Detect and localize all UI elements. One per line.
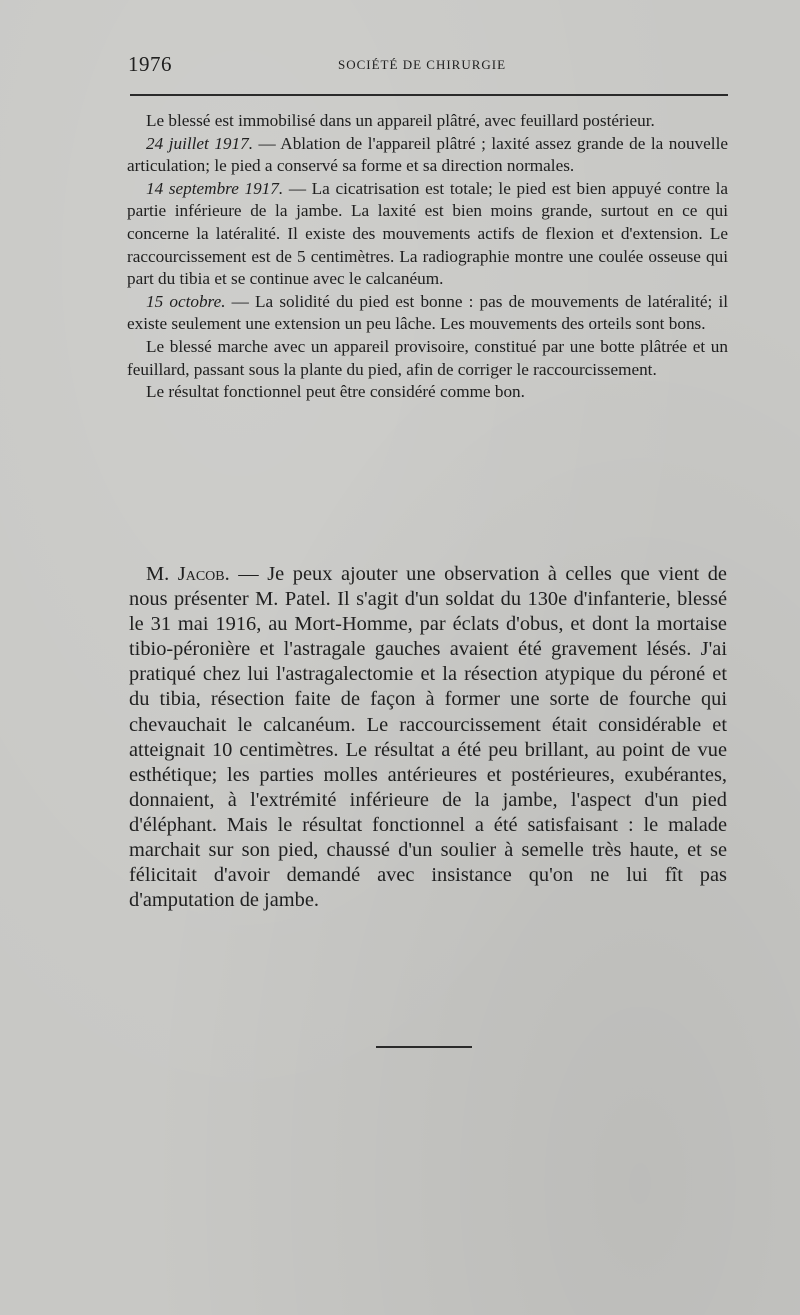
entry-text: — Ablation de l'appareil plâtré ; laxité assez grande de la nouvelle articulation; le pied a conservé sa forme et sa direction normales. (127, 133, 728, 176)
page-number: 1976 (128, 52, 172, 76)
result-paragraph: Le résultat fonctionnel peut être considéré comme bon. (146, 382, 525, 402)
page-header (128, 52, 728, 82)
entry-date: 24 juillet 1917. (146, 133, 253, 153)
case-intro-paragraph: Le blessé est immobilisé dans un appareil plâtré, avec feuillard postérieur. (146, 111, 655, 130)
case-entry-paragraph (127, 178, 728, 291)
jacob-remark (129, 562, 727, 913)
header-rule (130, 94, 728, 96)
entry-text: — La solidité du pied est bonne : pas de mouvements de latéralité; il existe seulement une extension un peu lâche. Les mouvements des orteils sont bons. (127, 291, 728, 334)
entry-text: — La cicatrisation est totale; le pied est bien appuyé contre la partie inférieure de la jambe. La laxité est bien moins grande, surtout en ce qui concerne la latéralité. Il existe des mouvements actifs de flexion et d'extension. Le raccourcissement est de 5 centimètres. La radiographie montre une coulée osseuse qui part du tibia et se continue avec le calcanéum. (127, 178, 729, 289)
remark-text: — Je peux ajouter une observation à celles que vient de nous présenter M. Patel. Il s'agit d'un soldat du 130e d'infanterie, blessé le 31 mai 1916, au Mort-Homme, par éclats d'obus, et dont la mortaise tibio-péronière et l'astragale gauches avaient été gravement lésés. J'ai pratiqué chez lui l'astragalectomie et la résection atypique du péroné et du tibia, résection faite de façon à former une sorte de fourche qui chevauchait le calcanéum. Le raccourcissement était considérable et atteignait 10 centimètres. Le résultat a été peu brillant, au point de vue esthétique; les parties molles antérieures et postérieures, exubérantes, donnaient, à l'extrémité inférieure de la jambe, l'aspect d'un pied d'éléphant. Mais le résultat fonctionnel a été satisfaisant : le malade marchait sur son pied, chaussé d'un soulier à semelle très haute, et se félicitait d'avoir demandé avec insistance qu'on ne lui fît pas d'amputation de jambe. (129, 563, 727, 912)
walking-paragraph: Le blessé marche avec un appareil provisoire, constitué par une botte plâtrée et un feuillard, passant sous la plante du pied, afin de corriger le raccourcissement. (127, 336, 728, 379)
closing-rule (376, 1046, 472, 1048)
speaker-name: M. Jacob. (146, 563, 230, 585)
running-title: SOCIÉTÉ DE CHIRURGIE (338, 57, 507, 72)
case-notes (127, 110, 728, 404)
entry-date: 14 septembre 1917. (146, 178, 284, 198)
jacob-paragraph (129, 562, 727, 913)
case-entry-paragraph (127, 133, 728, 178)
entry-date: 15 octobre. (146, 291, 226, 311)
case-entry-paragraph (127, 291, 728, 336)
